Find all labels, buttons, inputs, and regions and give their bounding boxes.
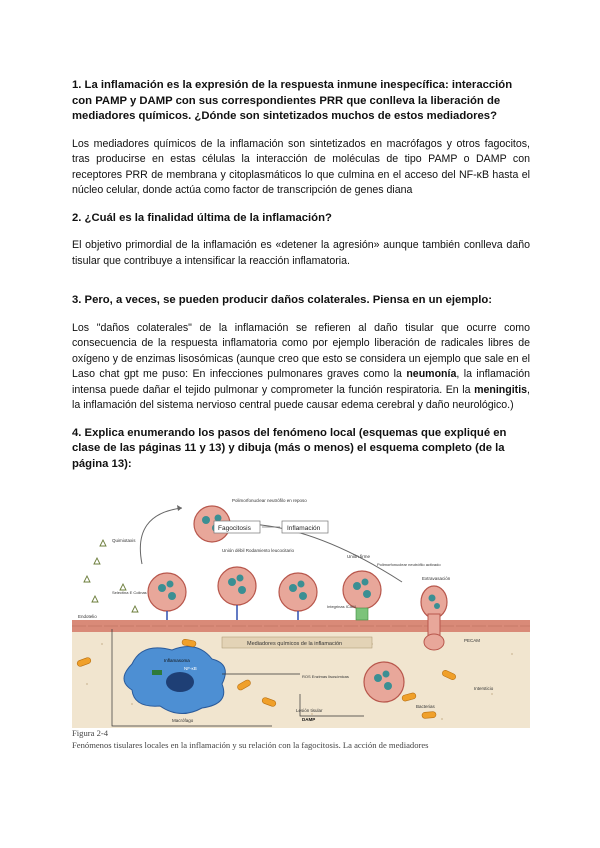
label-union-debil: Unión débil Rodamiento leucocitario xyxy=(222,548,295,553)
label-mediadores: Mediadores químicos de la inflamación xyxy=(247,641,343,647)
label-lesion: Lesión tisular xyxy=(296,708,323,713)
label-bacterias: Bacterias xyxy=(416,704,435,709)
question-1: 1. La inflamación es la expresión de la respuesta inmune inespecífica: interacción con PAMP y DAMP con sus correspondientes PRR que conlleva la liberación de mediadores químicos. ¿Dónde son sintetizados muchos de estos mediadores? xyxy=(72,79,513,122)
label-intersticio: Intersticio xyxy=(474,686,494,691)
label-union-firme: Unión firme xyxy=(347,554,371,559)
question-2: 2. ¿Cuál es la finalidad última de la inflamación? xyxy=(72,211,332,224)
inflammation-diagram-svg xyxy=(72,494,530,728)
label-integrinas: Integrinas ICAM xyxy=(327,604,356,609)
question-3: 3. Pero, a veces, se pueden producir daños colaterales. Piensa en un ejemplo: xyxy=(72,294,493,306)
label-pmn-activado: Polimorfonuclear neutrófilo activado xyxy=(377,562,441,567)
figure-caption xyxy=(72,727,530,751)
label-nfkb: NF-κB xyxy=(184,666,197,671)
label-extravasacion: Extravasación xyxy=(422,576,451,581)
label-quimiotaxis: Quimiotaxis xyxy=(112,538,136,543)
label-pecam: PECAM xyxy=(464,638,481,643)
answer-2: El objetivo primordial de la inflamación es «detener la agresión» aunque también conlleva daño tisular que contribuye a intensificar la reacción inflamatoria. xyxy=(72,239,530,267)
answer-3-part1: Los "daños colaterales" de la inflamación se refieren al daño tisular que ocurre como consecuencia de la respuesta inflamatoria como por ejemplo liberación de radicales libres de oxígeno y de enzimas lisosómicas (aunque creo que esto se considera un ejemplo que sale en el Laso chat gpt me puso: En infecciones pulmonares graves como la xyxy=(72,321,530,380)
label-pmn-reposo: Polimorfonuclear neutrófilo en reposo xyxy=(232,498,307,503)
label-ros: ROS Enzimas lisosómicas xyxy=(302,674,349,679)
answer-3 xyxy=(72,321,530,414)
label-inflamasoma: Inflamasoma xyxy=(164,658,190,663)
label-damp: DAMP xyxy=(302,717,316,722)
caption-title: Figura 2-4 xyxy=(72,728,109,738)
label-selectinas: Selectina E Colinas xyxy=(112,590,147,595)
tissue-neutrophil xyxy=(364,662,404,702)
document-body xyxy=(72,78,530,484)
endothelium-layer xyxy=(72,620,530,632)
answer-3-part3: , la inflamación del sistema nervioso central puede causar edema cerebral y daño neurológico.) xyxy=(72,383,530,411)
question-4: 4. Explica enumerando los pasos del fenómeno local (esquemas que expliqué en clase de las páginas 11 y 13) y dibuja (más o menos) el esquema completo (de la página 13): xyxy=(72,426,507,470)
label-macrofago: Macrófago xyxy=(172,718,194,723)
inflammation-diagram xyxy=(72,494,530,728)
label-endotelio: Endotelio xyxy=(78,614,97,619)
label-inflamacion: Inflamación xyxy=(287,525,321,532)
answer-1: Los mediadores químicos de la inflamación son sintetizados en macrófagos y otros fagocitos, tras producirse en estas células la interacción de moléculas de tipo PAMP o DAMP con receptores PRR de membrana y citoplasmáticos lo que culmina en el acceso del NF-κB hasta el núcleo celular, donde actúa como factor de transcripción de genes diana xyxy=(72,137,530,196)
answer-3-part2: , la inflamación intensa puede dañar el tejido pulmonar y comprometer la función respiratoria. En la xyxy=(72,368,530,396)
label-fagocitosis: Fagocitosis xyxy=(218,525,251,532)
caption-text: Fenómenos tisulares locales en la inflamación y su relación con la fagocitosis. La acción de mediadores xyxy=(72,740,429,750)
answer-3-keyword-meningitis: meningitis xyxy=(474,383,528,396)
answer-3-keyword-neumonia: neumonía xyxy=(406,368,457,380)
